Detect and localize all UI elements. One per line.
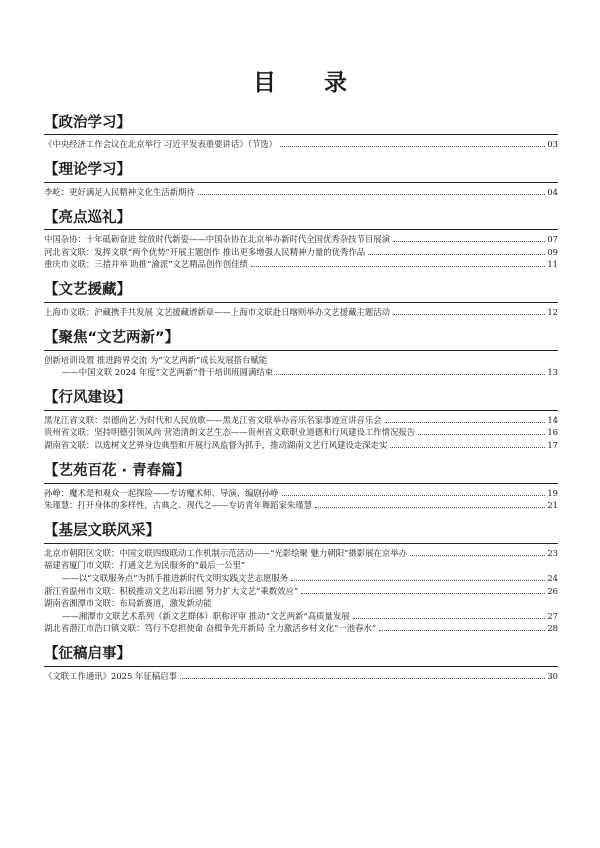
section-heading [44,642,558,664]
section-heading-text: 艺苑百花 · 青春篇 [58,463,176,480]
dot-leader [379,630,545,631]
toc-entry[interactable] [44,572,558,585]
toc-entry[interactable] [44,233,558,246]
right-bracket: 】 [164,330,180,347]
toc-entry-title: 湖南省文联：以选树文艺界身边典型和开展行风监督为抓手，推动湖南文艺行风建设走深走实 [44,439,388,450]
toc-page-number: 12 [547,306,558,317]
toc-entry-title: 《中央经济工作会议在北京举行 习近平发表重要讲话》（节选） [44,139,277,149]
section-heading-text: 政治学习 [58,114,117,131]
section-heading [44,110,558,132]
toc-entry-title: 湖北省潜江市浩口镇文联：笃行不怠担使命 奋楫争先开新局 全力激活乡村文化“一池春水” [44,623,377,634]
toc-entry[interactable] [44,487,558,500]
section-heading-text: 征稿启事 [58,646,117,663]
section-heading [44,459,558,481]
section-divider [44,410,558,411]
section-heading-text: 聚焦“文艺两新” [58,330,165,347]
toc-entry[interactable] [44,354,558,367]
section-heading [44,278,558,300]
toc-entry[interactable] [44,670,558,683]
toc-section [44,519,558,635]
right-bracket: 】 [145,523,160,540]
right-bracket: 】 [116,162,131,179]
toc-entry-title: 浙江省温州市文联：积极推动文艺出彩出圈 努力扩大文艺“乘数效应” [44,585,299,596]
toc-entry[interactable] [44,246,558,259]
dot-leader [276,374,545,375]
toc-page-number: 17 [547,439,558,450]
toc-entry[interactable] [44,306,558,319]
section-heading-text: 理论学习 [58,162,117,179]
toc-entry-title: 上海市文联：沪藏携手共发展 文艺援藏谱新章——上海市文联赴日喀则举办文艺援藏主题活动 [44,306,391,317]
right-bracket: 】 [116,114,131,131]
section-divider [44,543,558,544]
toc-section [44,642,558,683]
dot-leader [180,678,545,679]
dot-leader [418,434,545,435]
toc-entry-title: 创新培训设置 推进跨界交流 为“文艺两新”成长发展搭台赋能 [44,354,268,365]
toc-entry-title: 北京市朝阳区文联：中国文联四级联动工作机制示范活动——“光影绘聚 魅力朝阳”摄影展在京举办 [44,547,407,558]
toc-entry[interactable] [44,186,558,199]
left-bracket: 【 [44,330,59,347]
toc-entry-title: 孙峥：魔术是和观众一起探险——专访魔术师、导演、编剧孙峥 [44,487,279,498]
section-heading [44,326,558,348]
dot-leader [198,194,546,195]
toc-entry[interactable] [44,258,558,271]
toc-entry[interactable] [44,597,558,610]
toc-page-number: 09 [547,246,558,257]
right-bracket: 】 [116,209,131,226]
section-divider [44,134,558,135]
section-divider [44,350,558,351]
left-bracket: 【 [44,282,59,299]
dot-leader [368,254,545,255]
left-bracket: 【 [44,646,59,663]
page-title: 目 录 [252,70,367,96]
left-bracket: 【 [44,390,59,407]
toc-page-number: 03 [547,139,558,149]
left-bracket: 【 [44,114,59,131]
dot-leader [282,495,546,496]
toc-entry[interactable] [44,547,558,560]
left-bracket: 【 [44,209,59,226]
toc-entry-title: ——以“文联服务点”为抓手推进新时代文明实践文艺志愿服务 [62,572,289,583]
dot-leader [385,422,546,423]
right-bracket: 】 [175,463,191,480]
toc-page-number: 04 [547,186,558,197]
toc-section [44,205,558,271]
toc-entry[interactable] [44,426,558,439]
toc-entry-title: 湖南省湘潭市文联：布局新赛道，激发新动能 [44,598,212,609]
table-of-contents [44,110,558,689]
dot-leader [315,507,545,508]
toc-entry[interactable] [44,610,558,623]
toc-entry[interactable] [44,439,558,452]
toc-entry-title: 河北省文联：发挥文联“两个优势”开展主题创作 推出更多增强人民精神力量的优秀作品 [44,246,366,257]
dot-leader [410,555,545,556]
toc-entry[interactable] [44,559,558,572]
toc-entry-title: ——湘潭市文联艺术系列（新文艺群体）职称评审 推动“文艺两新”高质量发展 [62,610,350,621]
section-heading [44,519,558,541]
section-divider [44,483,558,484]
toc-entry-title: 重庆市文联：三措并举 助推“渝派”文艺精品创作创佳绩 [44,259,248,270]
toc-entry[interactable] [44,414,558,427]
toc-page-number: 28 [547,623,558,634]
toc-entry[interactable] [44,138,558,151]
toc-page-number: 23 [547,547,558,558]
section-heading [44,205,558,227]
section-divider [44,302,558,303]
toc-page-number: 27 [547,610,558,621]
toc-entry[interactable] [44,499,558,512]
left-bracket: 【 [44,463,59,480]
right-bracket: 】 [116,282,131,299]
toc-entry-title: 《文联工作通讯》2025 年征稿启事 [44,670,177,681]
left-bracket: 【 [44,162,59,179]
toc-page-number: 11 [547,259,558,270]
section-heading [44,158,558,180]
right-bracket: 】 [116,646,131,663]
toc-entry[interactable] [44,585,558,598]
left-bracket: 【 [44,523,59,540]
toc-page-number: 21 [547,500,558,511]
toc-entry-title: 朱瑾慧：打开身体的多样性，古典之、现代之——专访青年舞蹈家朱瑾慧 [44,500,312,511]
toc-entry[interactable] [44,622,558,635]
dot-leader [390,447,545,448]
toc-page-number: 13 [547,367,558,378]
dot-leader [291,580,545,581]
toc-section [44,326,558,379]
dot-leader [393,314,545,315]
toc-page-number: 19 [547,487,558,498]
dot-leader [280,146,545,147]
toc-entry-title: 李屹：更好满足人民精神文化生活新期待 [44,186,195,197]
section-divider [44,229,558,230]
toc-section [44,158,558,199]
section-heading-text: 基层文联风采 [58,523,146,540]
section-heading-text: 文艺援藏 [58,282,117,299]
toc-entry-title: 黑龙江省文联：崇德尚艺·为时代和人民放歌——黑龙江省文联举办音乐名家事迹宣讲音乐会 [44,414,382,425]
toc-entry[interactable] [44,366,558,379]
toc-entry-title: ——中国文联 2024 年度“文艺两新”骨干培训班圆满结束 [62,367,274,378]
toc-page-number: 07 [547,234,558,245]
toc-entry-title: 福建省厦门市文联：打通文艺为民服务的“最后一公里” [44,560,246,571]
toc-section [44,386,558,452]
dot-leader [353,618,546,619]
section-heading-text: 行风建设 [58,390,117,407]
toc-page-number: 30 [547,670,558,681]
section-heading-text: 亮点巡礼 [58,209,117,226]
toc-page-number: 16 [547,427,558,438]
right-bracket: 】 [116,390,131,407]
toc-page-number: 26 [547,585,558,596]
toc-section [44,459,558,512]
dot-leader [301,593,545,594]
dot-leader [251,266,545,267]
dot-leader [393,241,545,242]
section-divider [44,182,558,183]
section-heading [44,386,558,408]
toc-page-number: 14 [547,414,558,425]
toc-entry-title: 贵州省文联：坚持明德引领风尚 营造清朗文艺生态——贵州省文联职业道德和行风建设工作情况报告 [44,427,416,438]
toc-page-number: 24 [547,572,558,583]
toc-entry-title: 中国杂协：十年砥砺奋进 绽放时代新姿——中国杂协在北京举办新时代全国优秀杂技节目展演 [44,234,391,245]
toc-section [44,278,558,319]
section-divider [44,666,558,667]
toc-section [44,110,558,151]
